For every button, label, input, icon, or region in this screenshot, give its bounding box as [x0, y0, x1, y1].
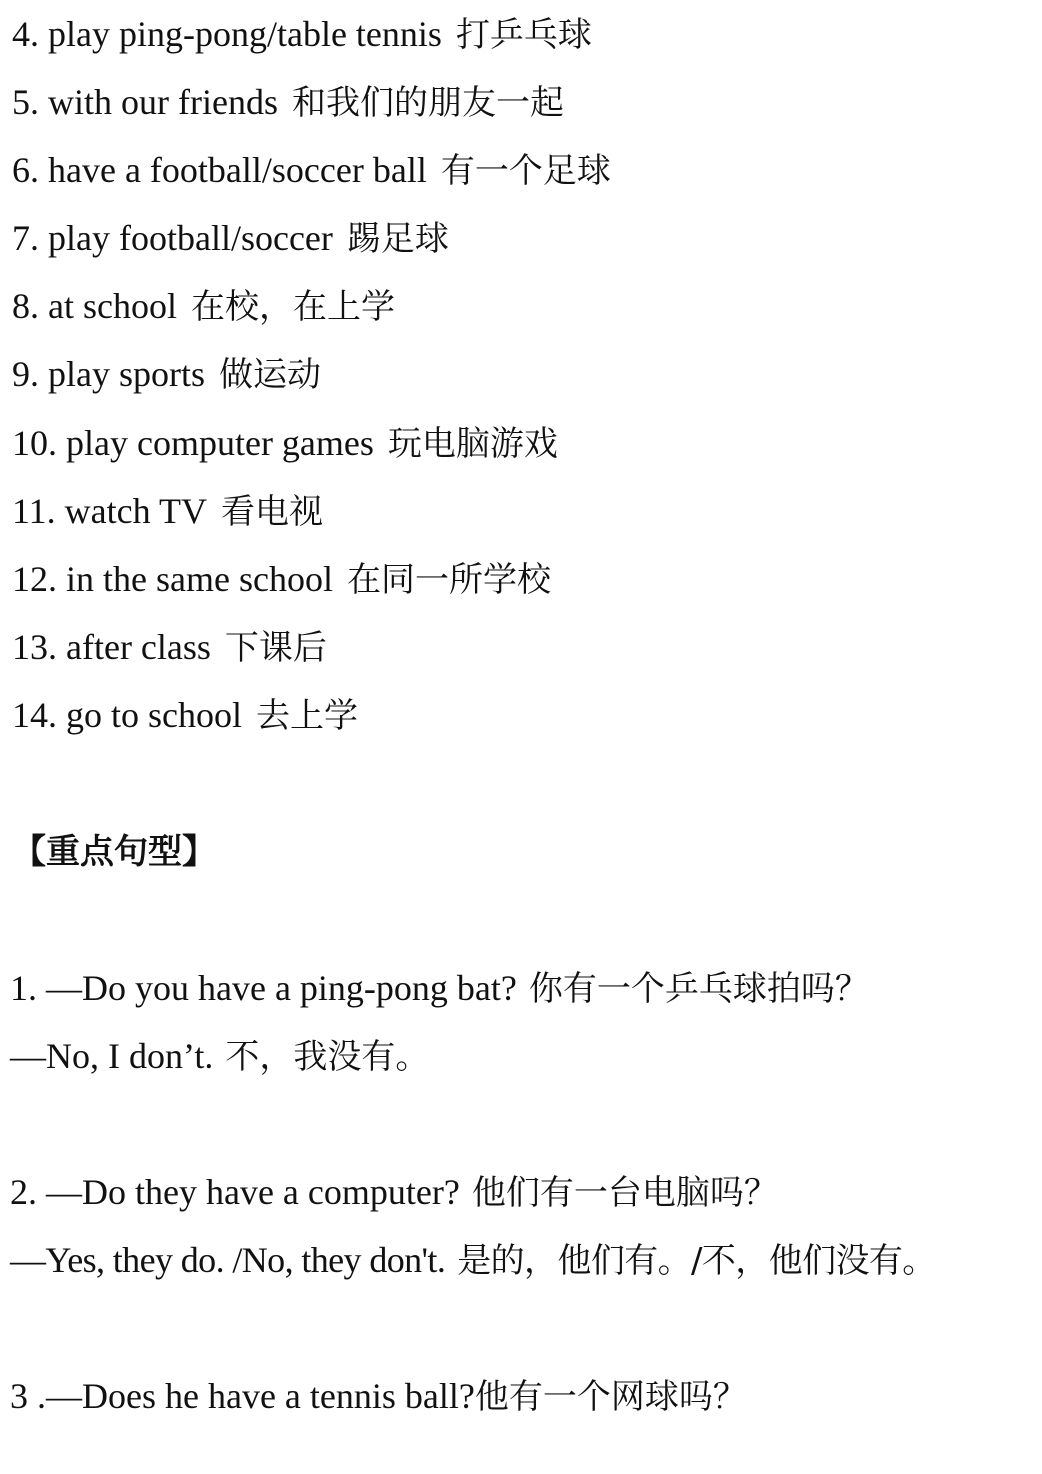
sentence-chinese: 你有一个乒乓球拍吗？: [528, 969, 869, 1009]
vocab-chinese: 在同一所学校: [346, 560, 551, 600]
vocab-item: [12, 489, 323, 534]
vocab-item: [12, 557, 551, 602]
vocab-english: 8. at school: [12, 286, 177, 326]
vocab-english: 4. play ping-pong/table tennis: [12, 14, 442, 54]
vocab-chinese: 和我们的朋友一起: [291, 83, 564, 123]
sentence-question: [10, 966, 869, 1011]
sentence-question: [10, 1170, 778, 1215]
vocab-english: 13. after class: [12, 627, 211, 667]
sentence-answer: [10, 1238, 936, 1283]
vocab-item: [12, 148, 611, 193]
vocab-english: 12. in the same school: [12, 559, 333, 599]
sentence-english: —Yes, they do. /No, they don't.: [10, 1240, 446, 1280]
vocab-chinese: 看电视: [220, 492, 323, 532]
vocab-english: 7. play football/soccer: [12, 218, 333, 258]
vocab-english: 10. play computer games: [12, 423, 374, 463]
sentence-chinese: 他有一个网球吗？: [474, 1377, 747, 1417]
sentence-chinese: 不，我没有。: [225, 1037, 430, 1077]
vocab-english: 5. with our friends: [12, 82, 278, 122]
vocab-english: 6. have a football/soccer ball: [12, 150, 427, 190]
vocab-english: 9. play sports: [12, 354, 205, 394]
vocab-item: [12, 12, 592, 57]
vocab-chinese: 去上学: [256, 696, 358, 736]
sentence-chinese: 是的，他们有。/不，他们没有。: [457, 1241, 936, 1281]
vocab-chinese: 在校，在上学: [190, 287, 395, 327]
vocab-item: [12, 80, 564, 125]
sentence-english: 1. —Do you have a ping-pong bat?: [10, 968, 517, 1008]
sentence-english: 3 .—Does he have a tennis ball?: [10, 1376, 475, 1416]
vocab-english: 11. watch TV: [12, 491, 207, 531]
vocab-item: [12, 284, 395, 329]
vocab-chinese: 打乒乓球: [455, 15, 592, 55]
vocab-chinese: 玩电脑游戏: [387, 424, 558, 464]
vocab-item: [12, 693, 358, 738]
section-heading: 【重点句型】: [12, 832, 216, 872]
vocab-item: [12, 421, 558, 466]
vocab-chinese: 有一个足球: [440, 151, 611, 191]
vocab-chinese: 踢足球: [346, 219, 449, 259]
sentence-chinese: 他们有一台电脑吗？: [471, 1173, 778, 1213]
vocab-item: [12, 625, 327, 670]
vocab-english: 14. go to school: [12, 695, 242, 735]
sentence-english: 2. —Do they have a computer?: [10, 1172, 460, 1212]
sentence-answer: [10, 1034, 429, 1079]
vocab-chinese: 下课后: [224, 628, 327, 668]
vocab-item: [12, 216, 449, 261]
vocab-chinese: 做运动: [219, 355, 321, 395]
sentence-question: [10, 1374, 747, 1419]
sentence-english: —No, I don’t.: [10, 1036, 214, 1076]
vocab-item: [12, 352, 321, 397]
